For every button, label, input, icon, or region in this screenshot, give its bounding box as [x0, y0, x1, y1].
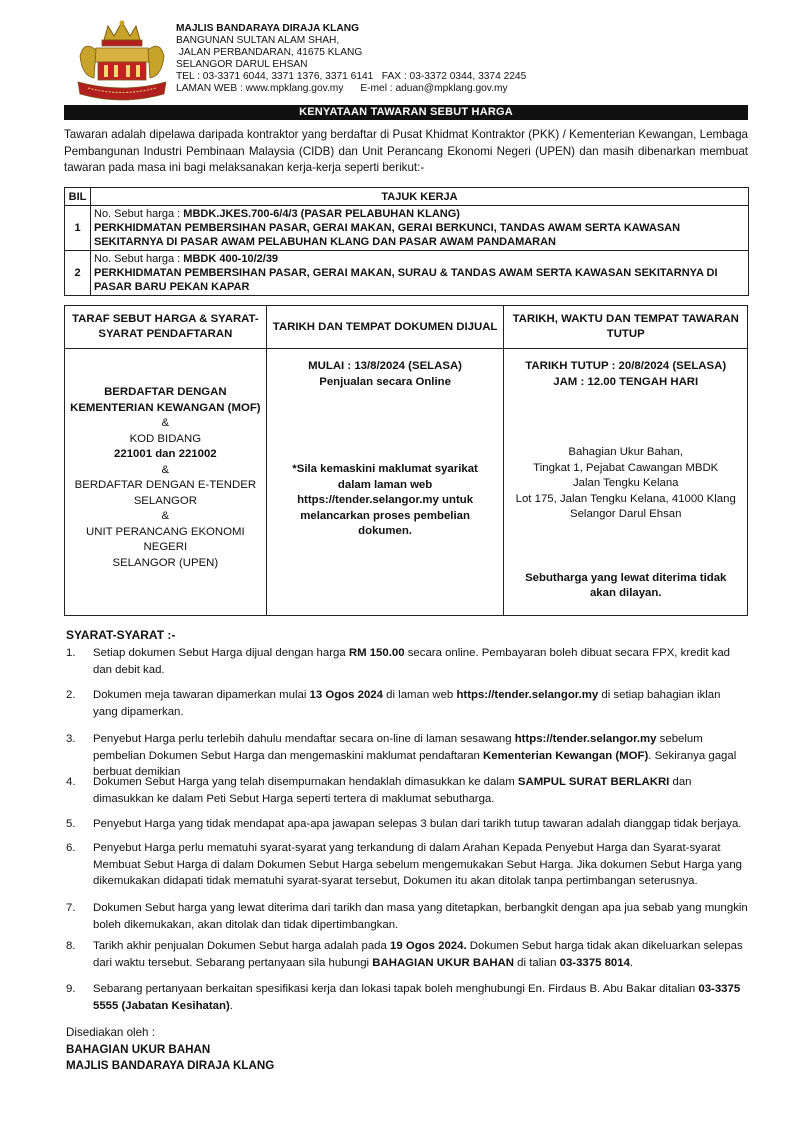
term-number: 4.	[66, 776, 76, 788]
term-segment: Tarikh akhir penjualan Dokumen Sebut harga adalah pada	[93, 940, 390, 952]
document-sale-cell	[266, 349, 504, 616]
term-segment: Dokumen Sebut harga yang lewat diterima dari tarikh dan masa yang ditetapkan, berbangkit dengan apa jua sebab yang mungkin boleh dikemukakan, akan ditolak dan tidak dipertimbangkan.	[93, 902, 748, 931]
term-item	[66, 687, 748, 720]
term-number: 2.	[66, 689, 76, 701]
term-number: 5.	[66, 818, 76, 830]
reference-line	[94, 207, 745, 221]
term-item	[66, 840, 748, 890]
closing-cell	[504, 349, 748, 616]
term-segment: Dokumen Sebut harga tidak akan dikeluarkan selepas dari waktu tersebut. Sebarang pertanyaan sila hubungi	[93, 940, 743, 969]
term-number: 6.	[66, 842, 76, 854]
term-segment: . Sekiranya gagal berbuat demikian	[93, 749, 737, 778]
term-text	[93, 687, 748, 720]
term-number: 9.	[66, 983, 76, 995]
term-text	[93, 840, 748, 890]
upen-line: UNIT PERANCANG EKONOMI NEGERI	[86, 525, 245, 553]
address-line: SELANGOR DARUL EHSAN	[176, 59, 308, 70]
works-row	[65, 206, 749, 251]
term-segment: di talian	[514, 956, 560, 969]
tajuk-kerja-header: TAJUK KERJA	[91, 188, 749, 206]
ampersand: &	[161, 463, 170, 476]
term-segment: .	[629, 956, 634, 969]
ampersand: &	[161, 417, 170, 429]
term-number: 8.	[66, 940, 76, 952]
closing-place-line: Selangor Darul Ehsan	[570, 508, 682, 520]
term-number: 3.	[66, 733, 76, 745]
closing-place-line: Lot 175, Jalan Tengku Kelana, 41000 Klang	[515, 492, 736, 505]
term-segment: Dokumen Sebut Harga yang telah disempurnakan hendaklah dimasukkan ke dalam	[93, 776, 518, 788]
closing-place-line: Tingkat 1, Pejabat Cawangan MBDK	[533, 461, 719, 474]
prepared-by-dept: BAHAGIAN UKUR BAHAN	[66, 1042, 211, 1056]
work-title: PERKHIDMATAN PEMBERSIHAN PASAR, GERAI MAKAN, GERAI BERKUNCI, TANDAS AWAM SERTA KAWASAN SEKITARNYA DI PASAR AWAM PELABUHAN KLANG DAN PASAR AWAM PANDAMARAN	[94, 222, 681, 248]
document-sale-header: TARIKH DAN TEMPAT DOKUMEN DIJUAL	[266, 306, 504, 349]
term-segment: Sebarang pertanyaan berkaitan spesifikasi kerja dan lokasi tapak boleh menghubungi En. Firdaus B. Abu Bakar ditalian	[93, 983, 699, 995]
kod-bidang-label: KOD BIDANG	[129, 432, 202, 445]
org-name: MAJLIS BANDARAYA DIRAJA KLANG	[176, 23, 360, 34]
term-emphasis: 03-3375 5555 (Jabatan Kesihatan)	[93, 983, 741, 1012]
term-text	[93, 816, 748, 833]
term-item	[66, 900, 748, 933]
work-item	[91, 206, 749, 251]
term-text	[93, 900, 748, 933]
etender-line: SELANGOR	[133, 494, 197, 507]
row-number: 1	[65, 206, 91, 251]
ref-number: MBDK.JKES.700-6/4/3 (PASAR PELABUHAN KLANG)	[183, 208, 460, 220]
details-row	[65, 349, 748, 616]
etender-line: BERDAFTAR DENGAN E-TENDER	[74, 479, 257, 491]
ref-label: No. Sebut harga :	[94, 253, 184, 265]
closing-header: TARIKH, WAKTU DAN TEMPAT TAWARAN TUTUP	[504, 306, 748, 349]
term-item	[66, 645, 748, 678]
prepared-by-org: MAJLIS BANDARAYA DIRAJA KLANG	[66, 1059, 275, 1072]
sale-note: *Sila kemaskini maklumat syarikat dalam laman web https://tender.selangor.my untuk melancarkan proses pembelian dokumen.	[292, 463, 478, 537]
term-item	[66, 774, 748, 807]
ampersand: &	[161, 510, 170, 522]
reference-line	[94, 252, 745, 266]
prepared-by	[66, 1025, 274, 1075]
term-text	[93, 938, 748, 971]
term-emphasis: https://tender.selangor.my	[514, 733, 657, 745]
term-item	[66, 938, 748, 971]
registration-cell	[65, 349, 267, 616]
works-row	[65, 251, 749, 296]
term-segment: Setiap dokumen Sebut Harga dijual dengan harga	[93, 647, 349, 659]
kod-bidang-value: 221001 dan 221002	[114, 448, 217, 460]
upen-line: SELANGOR (UPEN)	[112, 556, 219, 569]
details-table-header	[65, 306, 748, 349]
notice-title: KENYATAAN TAWARAN SEBUT HARGA	[64, 105, 748, 120]
closing-place-line: Bahagian Ukur Bahan,	[568, 446, 684, 458]
closing-place-line: Jalan Tengku Kelana	[572, 477, 679, 489]
work-item	[91, 251, 749, 296]
term-emphasis: https://tender.selangor.my	[456, 689, 599, 701]
term-text	[93, 774, 748, 807]
term-text	[93, 645, 748, 678]
works-table-header	[65, 188, 749, 206]
term-text	[93, 981, 748, 1014]
intro-paragraph: Tawaran adalah dipelawa daripada kontraktor yang berdaftar di Pusat Khidmat Kontraktor (PKK) / Kementerian Kewangan, Lembaga Pembangunan Industri Pembinaan Malaysia (CIDB) dan Unit Perancang Ekonomi Negeri (UPEN) dan masih dibenarkan membuat tawaran pada masa ini bagi melaksanakan kerja-kerja seperti berikut:-	[64, 128, 748, 174]
term-segment: Penyebut Harga yang tidak mendapat apa-apa jawapan selepas 3 bulan dari tarikh tutup tawaran adalah dianggap tidak berjaya.	[93, 818, 742, 830]
mbdk-crest-logo	[74, 20, 170, 102]
term-number: 1.	[66, 647, 76, 659]
term-segment: di setiap bahagian iklan yang dipamerkan.	[93, 689, 721, 718]
prepared-by-label: Disediakan oleh :	[66, 1026, 155, 1039]
registration-header: TARAF SEBUT HARGA & SYARAT-SYARAT PENDAFTARAN	[65, 306, 267, 349]
term-emphasis: RM 150.00	[348, 647, 405, 659]
term-number: 7.	[66, 902, 76, 914]
term-segment: Penyebut Harga perlu mematuhi syarat-syarat yang terkandung di dalam Arahan Kepada Penyebut Harga dan Syarat-syarat Membuat Sebut Harga di dalam Dokumen Sebut Harga sebelum mengemukakan Sebut Harga. Jika dokumen Sebut Harga yang dikemukakan didapati tidak mematuhi syarat-syarat tersebut, Dokumen itu akan ditolak tanpa pertimbangan seterusnya.	[93, 842, 742, 887]
works-table	[64, 187, 749, 296]
term-emphasis: 13 Ogos 2024	[309, 689, 383, 701]
phone-fax-line: TEL : 03-3371 6044, 3371 1376, 3371 6141 FAX : 03-3372 0344, 3374 2245	[176, 71, 527, 82]
term-segment: sebelum pembelian Dokumen Sebut Harga dan mengemaskini maklumat pendaftaran	[93, 733, 703, 762]
details-table	[64, 305, 748, 616]
term-segment: dan dimasukkan ke dalam Peti Sebut Harga seperti tertera di maklumat sebutharga.	[93, 776, 692, 805]
closing-date: TARIKH TUTUP : 20/8/2024 (SELASA)	[525, 360, 727, 372]
ref-label: No. Sebut harga :	[94, 208, 184, 220]
term-emphasis: 03-3375 8014	[559, 956, 630, 969]
term-item	[66, 816, 748, 833]
closing-time: JAM : 12.00 TENGAH HARI	[553, 375, 699, 388]
bil-header: BIL	[65, 188, 91, 206]
registration-line: KEMENTERIAN KEWANGAN (MOF)	[70, 401, 261, 414]
term-segment: secara online. Pembayaran boleh dibuat secara FPX, kredit kad dan debit kad.	[93, 647, 731, 676]
address-line: JALAN PERBANDARAN, 41675 KLANG	[176, 47, 363, 58]
term-segment: di laman web	[382, 689, 457, 701]
terms-title: SYARAT-SYARAT :-	[66, 628, 176, 642]
row-number: 2	[65, 251, 91, 296]
work-title: PERKHIDMATAN PEMBERSIHAN PASAR, GERAI MAKAN, SURAU & TANDAS AWAM SERTA KAWASAN SEKITARNYA DI PASAR BARU PEKAN KAPAR	[94, 267, 718, 293]
registration-line: BERDAFTAR DENGAN	[104, 386, 227, 398]
web-email-line: LAMAN WEB : www.mpklang.gov.my E-mel : aduan@mpklang.gov.my	[176, 83, 508, 94]
term-emphasis: Kementerian Kewangan (MOF)	[483, 749, 649, 762]
term-emphasis: SAMPUL SURAT BERLAKRI	[517, 776, 670, 788]
term-emphasis: BAHAGIAN UKUR BAHAN	[372, 956, 515, 969]
ref-number: MBDK 400-10/2/39	[183, 253, 279, 265]
term-segment: Penyebut Harga perlu terlebih dahulu mendaftar secara on-line di laman sesawang	[93, 733, 515, 745]
address-line: BANGUNAN SULTAN ALAM SHAH,	[176, 35, 340, 46]
organisation-header	[176, 23, 526, 95]
term-segment: Dokumen meja tawaran dipamerkan mulai	[93, 689, 310, 701]
sale-mode: Penjualan secara Online	[319, 375, 451, 388]
sale-start-date: MULAI : 13/8/2024 (SELASA)	[308, 360, 462, 372]
term-emphasis: 19 Ogos 2024.	[390, 940, 467, 952]
term-item	[66, 981, 748, 1014]
late-submission-note: Sebutharga yang lewat diterima tidak akan dilayan.	[525, 571, 727, 599]
term-segment: .	[229, 999, 233, 1012]
